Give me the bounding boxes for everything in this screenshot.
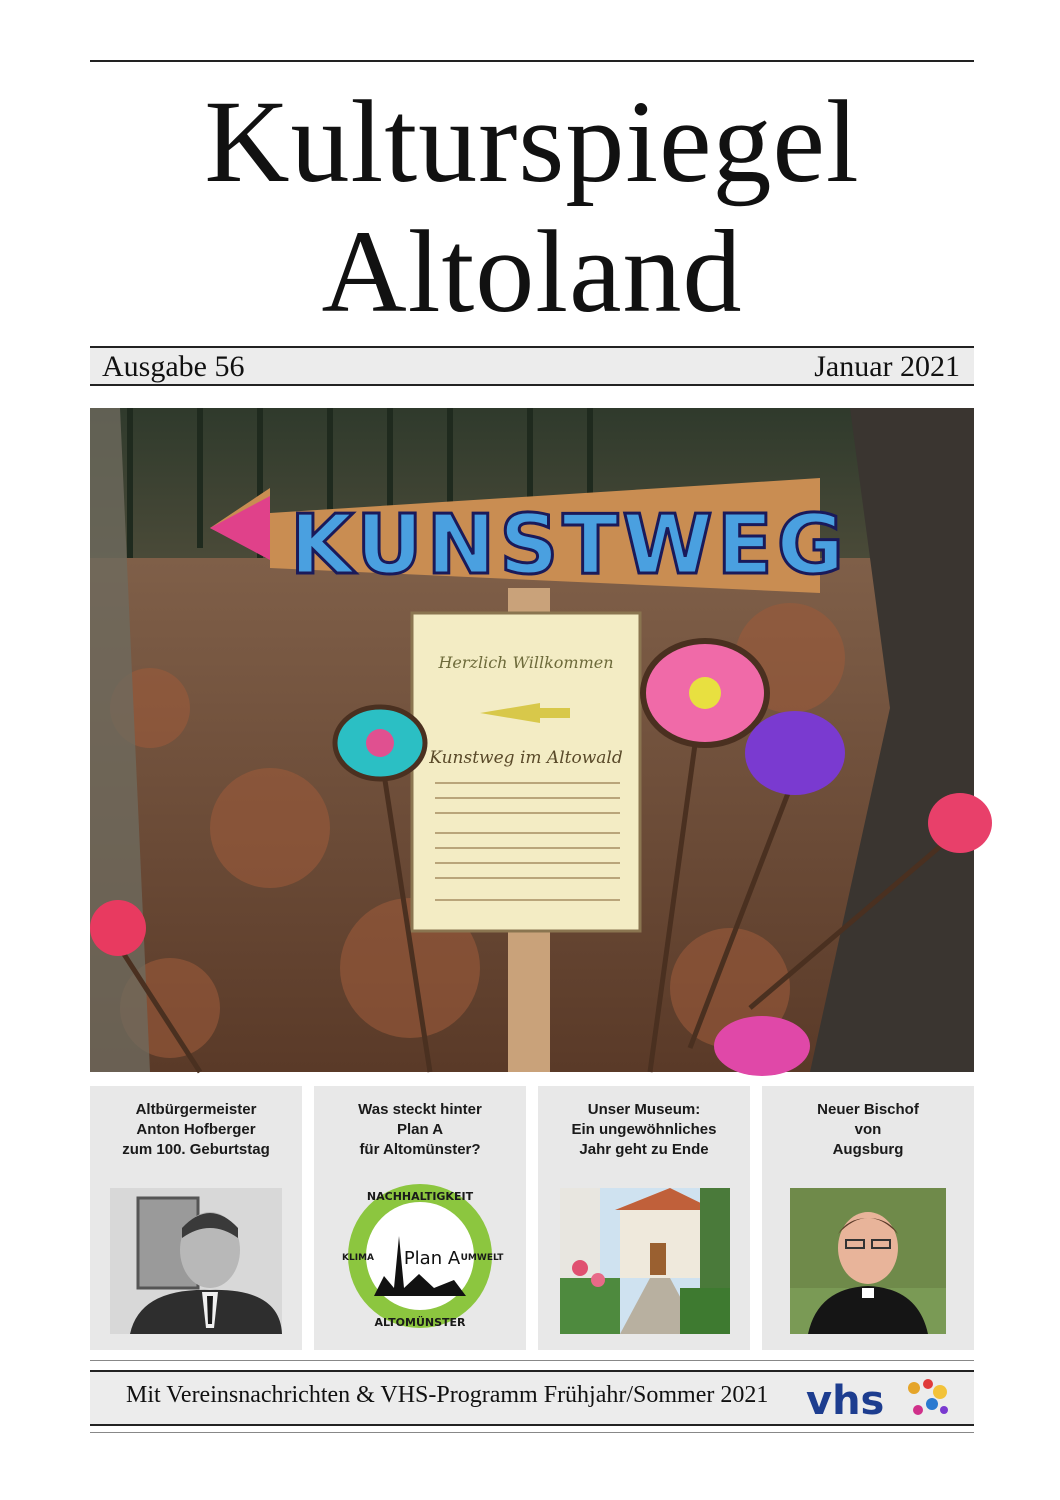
footer-text: Mit Vereinsnachrichten & VHS-Programm Frühjahr/Sommer 2021: [126, 1382, 769, 1408]
board-title: Kunstweg im Altowald: [429, 748, 623, 768]
museum-photo: [560, 1188, 730, 1334]
svg-text:NACHHALTIGKEIT: NACHHALTIGKEIT: [366, 1190, 474, 1203]
bottom-rule: [90, 1432, 974, 1433]
masthead-title-line2: Altoland: [321, 206, 743, 337]
cover-photo-illustration: [90, 408, 974, 1072]
issue-bar: [90, 346, 974, 386]
teaser-plan-a[interactable]: [314, 1086, 526, 1350]
teaser-hofberger[interactable]: [90, 1086, 302, 1350]
cover-photo: [90, 408, 974, 1072]
bishop-photo: [790, 1188, 946, 1334]
svg-text:UMWELT: UMWELT: [460, 1253, 504, 1263]
footer-top-rule: [90, 1360, 974, 1361]
teaser-museum[interactable]: [538, 1086, 750, 1350]
svg-text:ALTOMÜNSTER: ALTOMÜNSTER: [374, 1316, 466, 1329]
vhs-logo: [806, 1374, 956, 1424]
teaser-bishop[interactable]: [762, 1086, 974, 1350]
top-rule: [90, 60, 974, 62]
teaser-row: [90, 1086, 974, 1350]
kunstweg-sign-text: KUNSTWEG: [290, 498, 849, 593]
board-heading: Herzlich Willkommen: [438, 653, 614, 672]
teaser-headline: Unser Museum: Ein ungewöhnliches Jahr geht zu Ende: [571, 1101, 717, 1158]
portrait-photo-hofberger: [110, 1188, 282, 1334]
teaser-headline: Neuer Bischof von Augsburg: [817, 1101, 919, 1158]
masthead-title-line1: Kulturspiegel: [204, 76, 860, 207]
vhs-logo-text: vhs: [806, 1378, 885, 1424]
svg-text:KLIMA: KLIMA: [342, 1253, 374, 1263]
plan-a-logo: [342, 1176, 504, 1336]
svg-text:Plan A: Plan A: [403, 1248, 461, 1269]
teaser-headline: Was steckt hinter Plan A für Altomünster?: [358, 1101, 482, 1158]
issue-number: Ausgabe 56: [102, 350, 245, 383]
footer-bar: [90, 1370, 974, 1426]
issue-date: Januar 2021: [814, 350, 960, 383]
teaser-headline: Altbürgermeister Anton Hofberger zum 100. Geburtstag: [122, 1101, 270, 1158]
